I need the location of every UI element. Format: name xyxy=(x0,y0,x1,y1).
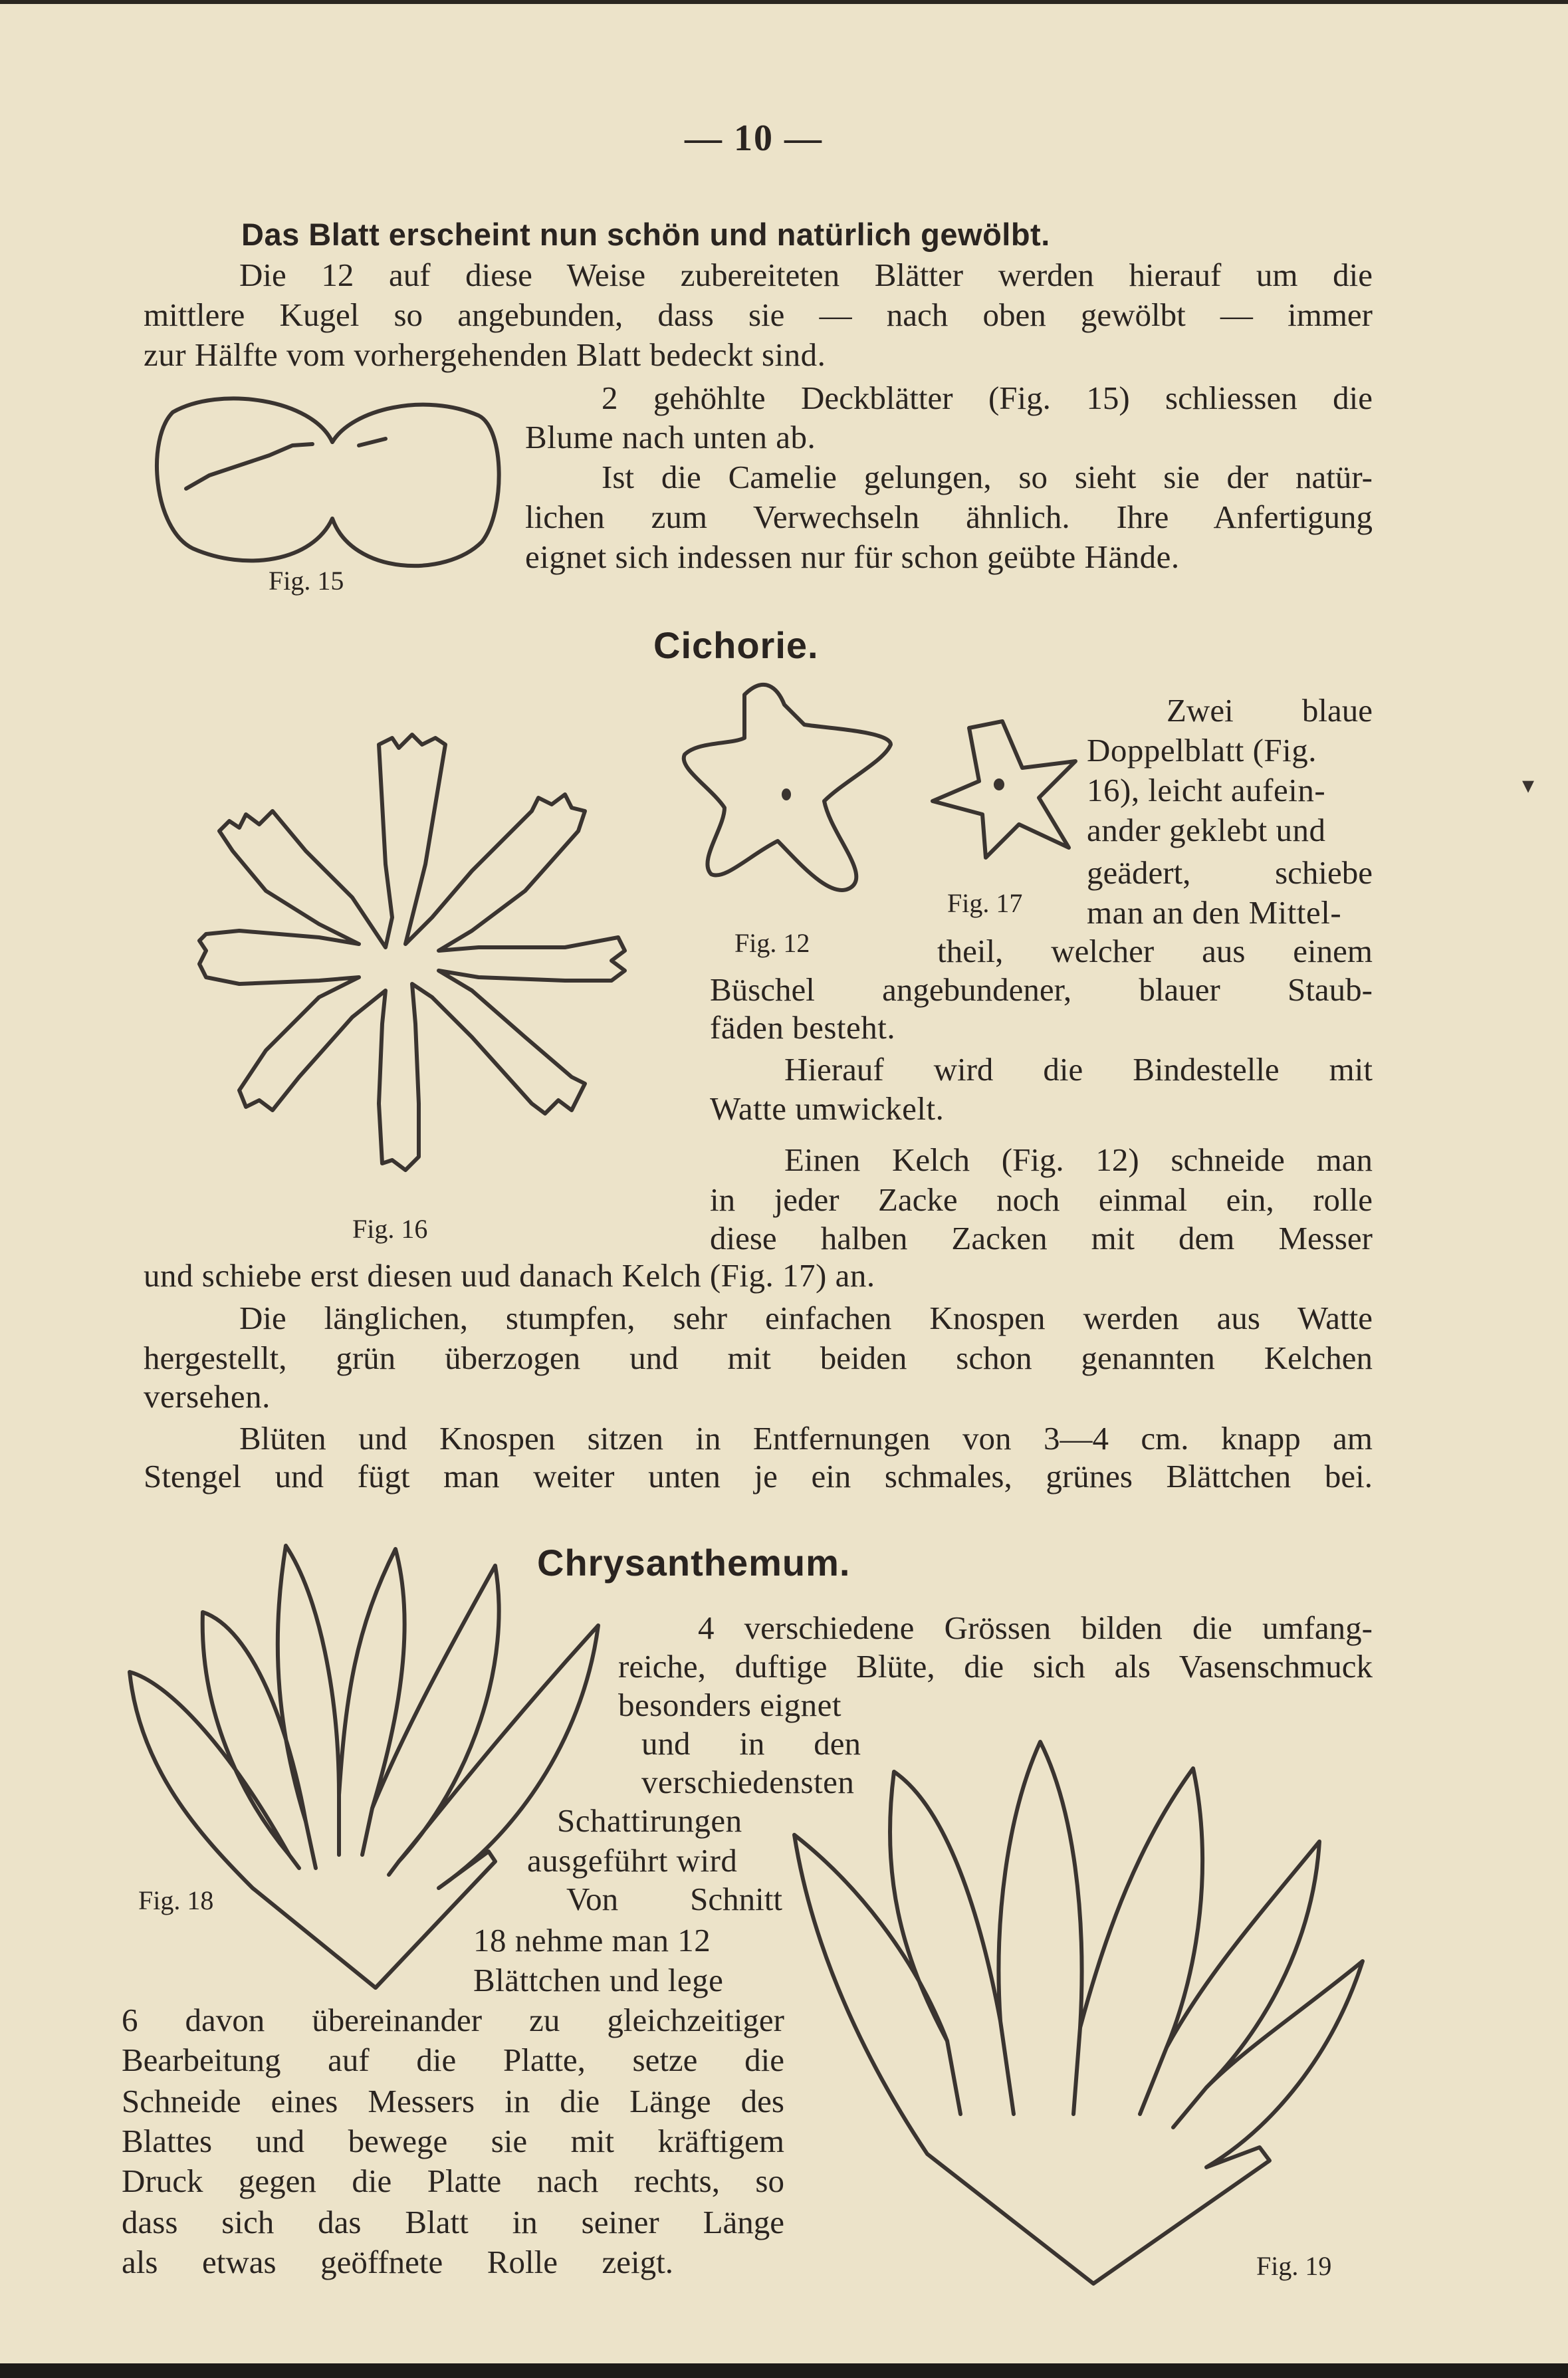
fig18-caption: Fig. 18 xyxy=(138,1885,214,1915)
text-line: mittlere Kugel so angebunden, dass sie — nach oben gewölbt — immer xyxy=(144,297,1373,333)
text-line: Blüten und Knospen sitzen in Entfernungen von 3—4 cm. knapp am xyxy=(239,1420,1373,1457)
text-line: 2 gehöhlte Deckblätter (Fig. 15) schliessen die xyxy=(602,380,1373,416)
text-line: 16), leicht aufein- xyxy=(1087,772,1326,808)
text-line: fäden besteht. xyxy=(710,1009,896,1046)
fig15-caption: Fig. 15 xyxy=(269,566,344,596)
page-bottom-edge xyxy=(0,2363,1568,2378)
fig19-chrysanthemum-petals-outline xyxy=(794,1742,1373,2294)
fig17-kelch-outline xyxy=(923,715,1082,861)
section-heading-chrysanthemum: Chrysanthemum. xyxy=(537,1542,851,1584)
text-line: reiche, duftige Blüte, die sich als Vasenschmuck xyxy=(618,1648,1373,1685)
fig15-deckblatt-outline xyxy=(146,386,505,578)
text-line: Blume nach unten ab. xyxy=(525,419,816,455)
text-line: Blättchen und lege xyxy=(473,1962,724,1998)
text-line: 18 nehme man 12 xyxy=(473,1922,711,1959)
fig16-doppelblatt-outline xyxy=(193,718,658,1177)
text-line: als etwas geöffnete Rolle zeigt. xyxy=(122,2244,673,2280)
text-line: Die 12 auf diese Weise zubereiteten Blätter werden hierauf um die xyxy=(239,257,1373,293)
fig16-caption: Fig. 16 xyxy=(352,1214,428,1244)
text-line: zur Hälfte vom vorhergehenden Blatt bedeckt sind. xyxy=(144,336,826,373)
text-line: Druck gegen die Platte nach rechts, so xyxy=(122,2163,784,2199)
text-line: Doppelblatt (Fig. xyxy=(1087,732,1317,769)
text-line: Von Schnitt xyxy=(566,1881,782,1917)
text-line: und schiebe erst diesen uud danach Kelch (Fig. 17) an. xyxy=(144,1257,875,1294)
text-line: dass sich das Blatt in seiner Länge xyxy=(122,2204,784,2240)
text-line: versehen. xyxy=(144,1378,271,1415)
text-line: Hierauf wird die Bindestelle mit xyxy=(784,1051,1373,1088)
fig12-caption: Fig. 12 xyxy=(734,928,810,958)
text-line: geädert, schiebe xyxy=(1087,854,1373,891)
text-line: in jeder Zacke noch einmal ein, rolle xyxy=(710,1181,1373,1218)
text-line: Bearbeitung auf die Platte, setze die xyxy=(122,2042,784,2078)
text-line: eignet sich indessen nur für schon geübte Hände. xyxy=(525,538,1180,575)
text-line: ander geklebt und xyxy=(1087,812,1326,848)
text-line: Stengel und fügt man weiter unten je ein schmales, grünes Blättchen bei. xyxy=(144,1458,1373,1494)
text-line: Schneide eines Messers in die Länge des xyxy=(122,2083,784,2119)
text-line: 6 davon übereinander zu gleichzeitiger xyxy=(122,2002,784,2038)
text-line: und in den xyxy=(641,1725,861,1762)
text-line: lichen zum Verwechseln ähnlich. Ihre Anfertigung xyxy=(525,499,1373,535)
page-top-edge xyxy=(0,0,1568,4)
fig12-kelch-outline xyxy=(671,675,897,921)
page-number: — 10 — xyxy=(685,118,823,159)
text-line: verschiedensten xyxy=(641,1764,855,1800)
text-line: hergestellt, grün überzogen und mit beiden schon genannten Kelchen xyxy=(144,1340,1373,1376)
text-line: theil, welcher aus einem xyxy=(937,933,1373,969)
section-heading-cichorie: Cichorie. xyxy=(653,624,819,666)
text-line: 4 verschiedene Grössen bilden die umfang- xyxy=(698,1609,1373,1646)
text-line: Zwei blaue xyxy=(1167,692,1373,729)
margin-mark: ▾ xyxy=(1522,772,1535,798)
text-line: Einen Kelch (Fig. 12) schneide man xyxy=(784,1141,1373,1178)
text-line: man an den Mittel- xyxy=(1087,894,1342,931)
text-line: diese halben Zacken mit dem Messer xyxy=(710,1220,1373,1256)
fig19-caption: Fig. 19 xyxy=(1256,2251,1332,2281)
text-line: Schattirungen xyxy=(557,1802,742,1839)
text-line: ausgeführt wird xyxy=(527,1842,738,1879)
text-line: Ist die Camelie gelungen, so sieht sie der natür- xyxy=(602,459,1373,495)
text-line: Büschel angebundener, blauer Staub- xyxy=(710,971,1373,1008)
text-line: Blattes und bewege sie mit kräftigem xyxy=(122,2123,784,2159)
text-line: besonders eignet xyxy=(618,1687,841,1723)
text-line: Watte umwickelt. xyxy=(710,1090,945,1127)
text-line: Das Blatt erscheint nun schön und natürlich gewölbt. xyxy=(241,217,1050,252)
text-line: Die länglichen, stumpfen, sehr einfachen Knospen werden aus Watte xyxy=(239,1300,1373,1336)
fig17-caption: Fig. 17 xyxy=(947,888,1023,918)
